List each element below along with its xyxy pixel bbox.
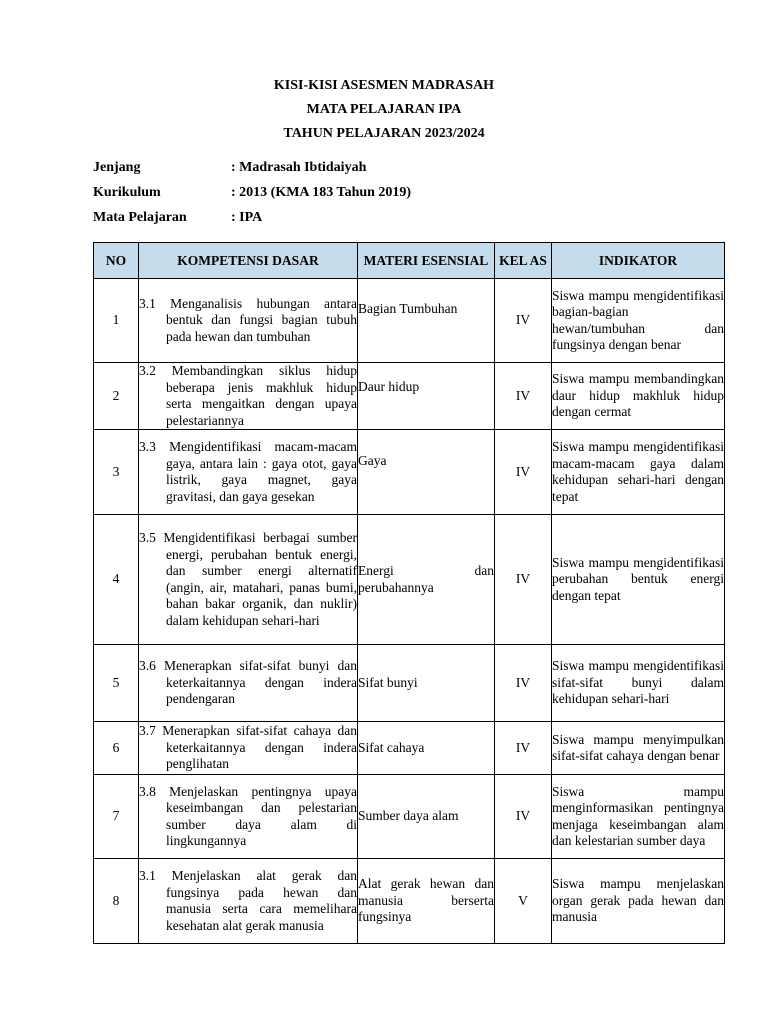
col-header-no: NO (94, 243, 139, 279)
cell-indikator: Siswa mampu menjelaskan organ gerak pada hewan dan manusia (552, 859, 725, 944)
cell-no: 5 (94, 645, 139, 722)
cell-kelas: V (495, 859, 552, 944)
info-label: Mata Pelajaran (93, 210, 187, 225)
cell-no: 8 (94, 859, 139, 944)
cell-materi: Energi dan perubahannya (358, 515, 495, 645)
cell-kelas: IV (495, 722, 552, 775)
info-kurikulum (93, 183, 733, 208)
kd-text: 3.2 Membandingkan siklus hidup beberapa jenis makhluk hidup serta mengaitkan dengan upaya pelestariannya (139, 363, 357, 428)
col-header-kelas: KEL AS (495, 243, 552, 279)
table-row (94, 430, 725, 515)
cell-materi: Sumber daya alam (358, 775, 495, 859)
table-row (94, 279, 725, 363)
document-info (93, 158, 733, 233)
table-row (94, 775, 725, 859)
cell-kompetensi-dasar (139, 722, 358, 775)
cell-kelas: IV (495, 515, 552, 645)
info-label: Jenjang (93, 160, 141, 175)
cell-no: 7 (94, 775, 139, 859)
cell-no: 2 (94, 363, 139, 430)
table-header-row (94, 243, 725, 279)
cell-indikator: Siswa mampu mengidentifikasi bagian-bagian hewan/tumbuhan dan fungsinya dengan benar (552, 279, 725, 363)
info-jenjang (93, 158, 733, 183)
col-header-indikator: INDIKATOR (552, 243, 725, 279)
title-line-1: KISI-KISI ASESMEN MADRASAH (273, 78, 495, 93)
cell-materi: Bagian Tumbuhan (358, 279, 495, 363)
col-header-kompetensi-dasar: KOMPETENSI DASAR (139, 243, 358, 279)
cell-materi: Alat gerak hewan dan manusia berserta fungsinya (358, 859, 495, 944)
title-line-3: TAHUN PELAJARAN 2023/2024 (283, 126, 485, 141)
table-row (94, 645, 725, 722)
cell-materi: Gaya (358, 430, 495, 515)
kisi-kisi-table (93, 242, 725, 944)
cell-kelas: IV (495, 430, 552, 515)
cell-indikator: Siswa mampu mengidentifikasi perubahan bentuk energi dengan tepat (552, 515, 725, 645)
cell-indikator: Siswa mampu menginformasikan pentingnya menjaga keseimbangan alam dan kelestarian sumber daya (552, 775, 725, 859)
cell-no: 6 (94, 722, 139, 775)
info-value: : 2013 (KMA 183 Tahun 2019) (231, 185, 412, 200)
table-row (94, 722, 725, 775)
cell-no: 4 (94, 515, 139, 645)
info-value: : IPA (231, 210, 263, 225)
cell-materi: Sifat bunyi (358, 645, 495, 722)
cell-kompetensi-dasar (139, 430, 358, 515)
cell-no: 1 (94, 279, 139, 363)
table-row (94, 515, 725, 645)
cell-kelas: IV (495, 279, 552, 363)
cell-kelas: IV (495, 645, 552, 722)
kd-text: 3.3 Mengidentifikasi macam-macam gaya, antara lain : gaya otot, gaya listrik, gaya magnet, gaya gravitasi, dan gaya gesekan (139, 439, 357, 504)
cell-no: 3 (94, 430, 139, 515)
table-row (94, 859, 725, 944)
cell-kompetensi-dasar (139, 279, 358, 363)
kd-text: 3.6 Menerapkan sifat-sifat bunyi dan keterkaitannya dengan indera pendengaran (139, 658, 357, 707)
table-row (94, 363, 725, 430)
info-value: : Madrasah Ibtidaiyah (231, 160, 367, 175)
document-title (0, 76, 768, 148)
cell-kompetensi-dasar (139, 515, 358, 645)
col-header-materi-esensial: MATERI ESENSIAL (358, 243, 495, 279)
cell-kelas: IV (495, 775, 552, 859)
info-label: Kurikulum (93, 185, 161, 200)
info-mata-pelajaran (93, 208, 733, 233)
cell-materi: Daur hidup (358, 363, 495, 430)
cell-kelas: IV (495, 363, 552, 430)
cell-materi: Sifat cahaya (358, 722, 495, 775)
cell-indikator: Siswa mampu mengidentifikasi macam-macam gaya dalam kehidupan sehari-hari dengan tepat (552, 430, 725, 515)
cell-kompetensi-dasar (139, 859, 358, 944)
title-line-2: MATA PELAJARAN IPA (306, 102, 462, 117)
cell-kompetensi-dasar (139, 645, 358, 722)
cell-indikator: Siswa mampu membandingkan daur hidup makhluk hidup dengan cermat (552, 363, 725, 430)
cell-kompetensi-dasar (139, 775, 358, 859)
kd-text: 3.7 Menerapkan sifat-sifat cahaya dan keterkaitannya dengan indera penglihatan (139, 723, 357, 772)
cell-indikator: Siswa mampu mengidentifikasi sifat-sifat bunyi dalam kehidupan sehari-hari (552, 645, 725, 722)
kd-text: 3.1 Menjelaskan alat gerak dan fungsinya pada hewan dan manusia serta cara memelihara kesehatan alat gerak manusia (139, 868, 357, 933)
kd-text: 3.8 Menjelaskan pentingnya upaya keseimbangan dan pelestarian sumber daya alam di lingkungannya (139, 783, 357, 848)
cell-indikator: Siswa mampu menyimpulkan sifat-sifat cahaya dengan benar (552, 722, 725, 775)
kd-text: 3.5 Mengidentifikasi berbagai sumber energi, perubahan bentuk energi, dan sumber energi alternatif (angin, air, matahari, panas bumi, bahan bakar organik, dan nuklir) dalam kehidupan sehari-hari (139, 530, 357, 628)
kd-text: 3.1 Menganalisis hubungan antara bentuk dan fungsi bagian tubuh pada hewan dan tumbuhan (139, 295, 357, 344)
cell-kompetensi-dasar (139, 363, 358, 430)
